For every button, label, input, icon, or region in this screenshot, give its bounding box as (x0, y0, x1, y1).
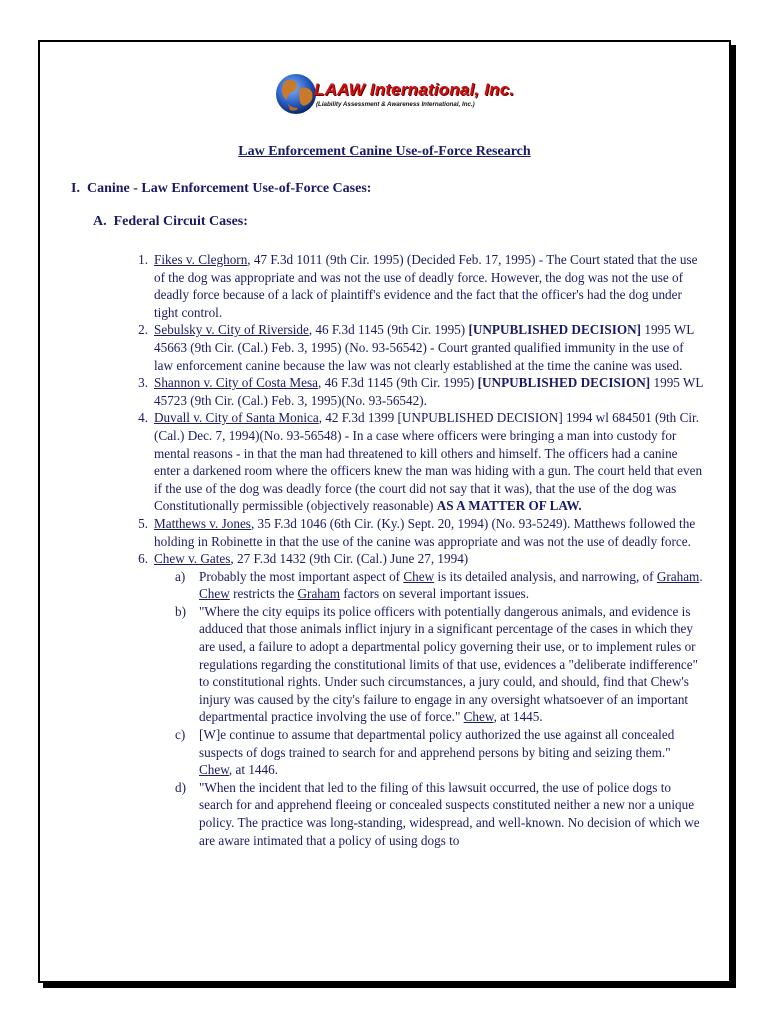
case-name: Chew v. Gates (154, 551, 231, 567)
case-number: 4. (138, 410, 148, 426)
case-reference: Chew (199, 762, 229, 778)
subitem-letter: b) (175, 603, 186, 619)
case-reference: Chew (403, 568, 435, 584)
document-title: Law Enforcement Canine Use-of-Force Research (238, 144, 531, 159)
case-subitem (175, 779, 704, 849)
subitem-text: , at 1446. (228, 762, 279, 778)
case-citation: , 35 F.3d 1046 (6th Cir. (Ky.) Sept. 20, 1994) (No. 93-5249). Matthews followed the holding in Robinette in that the use of the canine was appropriate and was not the use of deadly force. (154, 515, 696, 549)
case-item (138, 251, 704, 321)
case-emphasis: AS A MATTER OF LAW. (436, 498, 582, 514)
subsection-heading-text: Federal Circuit Cases: (113, 214, 248, 229)
case-item (138, 515, 704, 550)
subitem-letter: a) (175, 568, 186, 584)
case-subitem-list (175, 568, 704, 850)
subitem-letter: c) (175, 727, 186, 743)
case-reference: Chew (463, 709, 494, 725)
subitem-text: is its detailed analysis, and narrowing, of (434, 568, 657, 584)
document-page (38, 40, 731, 983)
case-emphasis: [UNPUBLISHED DECISION] (468, 322, 642, 338)
case-subitem (175, 726, 704, 779)
subitem-text: Probably the most important aspect of (199, 568, 404, 584)
case-name: Sebulsky v. City of Riverside (154, 322, 309, 338)
case-reference: Graham (297, 586, 341, 602)
subitem-text: , at 1445. (493, 709, 543, 725)
case-citation: , 46 F.3d 1145 (9th Cir. 1995) (308, 322, 469, 338)
case-item (138, 374, 704, 409)
case-item (138, 321, 704, 374)
logo-title: LAAW International, Inc. (314, 80, 515, 99)
subitem-letter: d) (175, 779, 186, 795)
subitem-text: [W]e continue to assume that departmental policy authorized the use against all concealed suspects of dogs trained to search for and apprehend persons by biting and seizing them." (199, 727, 675, 760)
section-heading-text: Canine - Law Enforcement Use-of-Force Cases: (86, 181, 372, 196)
case-citation: , 42 F.3d 1399 [UNPUBLISHED DECISION] 1994 wl 684501 (9th Cir. (Cal.) Dec. 7, 1994)(No. 93-56548) - In a case where officers were bringing a man into custody for mental reasons - in that the man had threatened to kill others and himself. The officers had a canine enter a darkened room where the officers knew the man was hiding with a gun. The court held that even if the use of the dog was deadly force (the court did not say that it was), that the use of the dog was Constitutionally permissible (objectively reasonable) (154, 410, 703, 514)
case-name: Matthews v. Jones (154, 515, 251, 531)
subitem-text: factors on several important issues. (340, 586, 529, 602)
subitem-text: "When the incident that led to the filing of this lawsuit occurred, the use of police dogs to search for and apprehend fleeing or concealed suspects constituted neither a new nor a unique policy. The practice was long-standing, widespread, and well-known. No decision of which we are aware intimated that a policy of using dogs to (199, 779, 700, 848)
case-number: 5. (138, 515, 148, 531)
subitem-text: "Where the city equips its police officers with potentially dangerous animals, and evidence is adduced that those animals inflict injury in a significant percentage of the cases in which they are used, a failure to adopt a departmental policy governing their use, or to implement rules or regulations regarding the constitutional limits of that use, evidences a "deliberate indifference" to constitutional rights. Under such circumstances, a jury could, and should, find that Chew's injury was caused by the city's failure to engage in any oversight whatsoever of an important departmental practice involving the use of force." (199, 603, 699, 725)
case-item (138, 409, 704, 515)
case-reference: Chew (199, 586, 230, 602)
case-subitem (175, 603, 704, 726)
case-subitem (175, 568, 704, 603)
case-number: 3. (138, 375, 148, 391)
case-list (138, 251, 704, 849)
case-citation: , 27 F.3d 1432 (9th Cir. (Cal.) June 27, 1994) (230, 551, 469, 567)
case-summary: 1995 WL 45663 (9th Cir. (Cal.) Feb. 3, 1995) (No. 93-56542) - Court granted qualified immunity in the use of law enforcement canine because the law was not clearly established at the time the canine was used. (154, 322, 694, 373)
case-reference: Graham (656, 568, 700, 584)
section-heading (71, 181, 371, 197)
case-number: 6. (138, 551, 148, 567)
subitem-text: . (699, 568, 703, 584)
section-numeral: I. (71, 181, 80, 196)
case-name: Fikes v. Cleghorn (154, 252, 248, 267)
case-emphasis: [UNPUBLISHED DECISION] (477, 375, 651, 391)
subsection-heading (93, 214, 248, 230)
company-logo (274, 68, 515, 128)
case-name: Shannon v. City of Costa Mesa (154, 375, 318, 391)
case-summary: 1995 WL 45723 (9th Cir. (Cal.) Feb. 3, 1995)(No. 93-56542). (154, 375, 703, 408)
logo-subtitle: (Liability Assessment & Awareness International, Inc.) (316, 101, 475, 108)
case-number: 1. (138, 252, 148, 267)
subitem-text: restricts the (229, 586, 298, 602)
case-citation: , 47 F.3d 1011 (9th Cir. 1995) (Decided Feb. 17, 1995) - The Court stated that the use of the dog was appropriate and was not the use of deadly force. However, the dog was not the use of deadly force because of a lack of plaintiff's evidence and the fact that the officer's had the dog under tight control. (154, 252, 698, 320)
case-citation: , 46 F.3d 1145 (9th Cir. 1995) (317, 375, 478, 391)
case-name: Duvall v. City of Santa Monica (154, 410, 319, 426)
case-item (138, 550, 704, 849)
case-number: 2. (138, 322, 148, 338)
subsection-letter: A. (93, 214, 107, 229)
